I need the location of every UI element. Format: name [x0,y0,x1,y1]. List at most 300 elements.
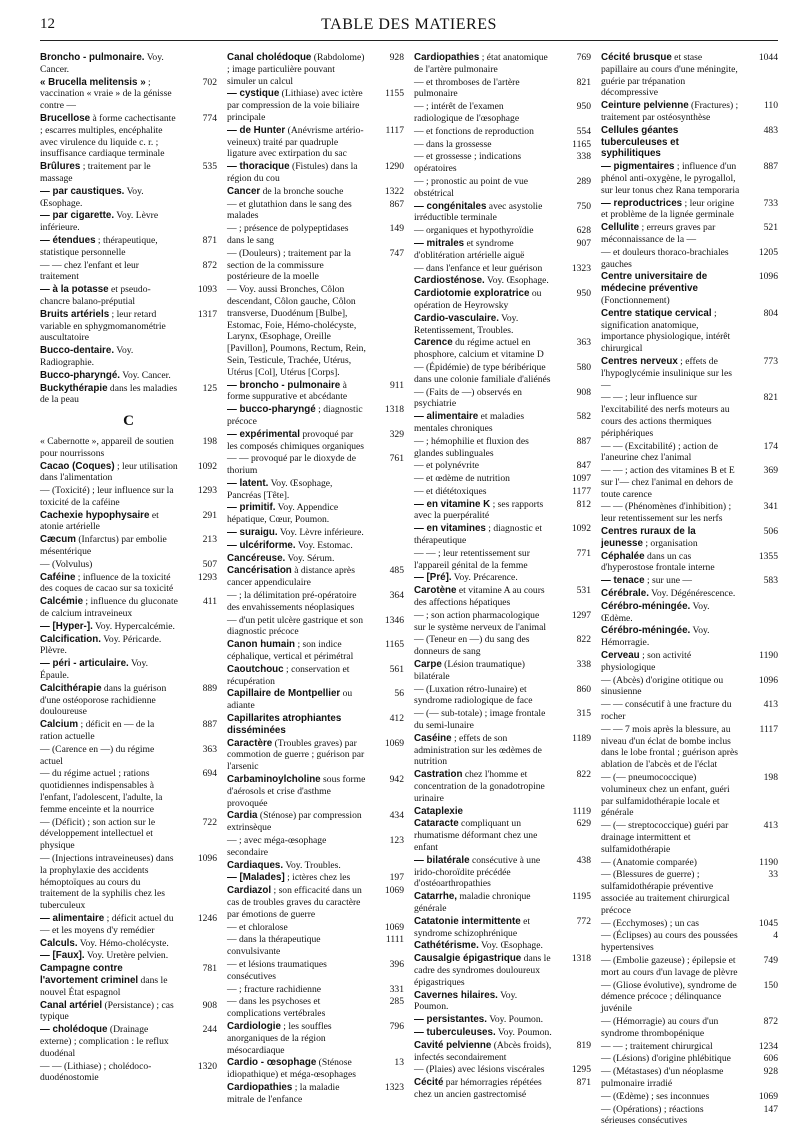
index-entry [227,810,404,834]
index-entry-body [601,625,740,649]
index-entry [40,436,217,460]
index-entry-text: — et grossesse ; indications opératoires [414,151,522,175]
index-entry [414,916,591,940]
index-entry-body [601,392,740,439]
index-entry-page-number: 942 [389,774,404,786]
index-entry [40,210,217,234]
index-entry-text: — ; intérêt de l'examen radiologique de l'œsophage [414,101,520,124]
index-entry-page-number: 289 [576,175,591,187]
index-entry-text: — (Blessures de guerre) ; sulfamidothérapie préventive associée au traitement chirurgical précoce [601,869,730,916]
index-entry-page-number: 285 [389,996,404,1008]
index-entry-heading: — par cigarette. [40,210,115,222]
index-entry-heading: Bucco-pharyngé. [40,369,121,381]
index-entry-text: — (Douleurs) ; traitement par la section de la commissure postérieure de la moelle [227,247,351,283]
index-column-1 [40,52,217,1084]
index-entry-text: ou adiante [227,688,353,712]
index-entry-text: ; son indice céphalique, vertical et périmétral [227,639,354,663]
index-entry-page-number: 1323 [571,262,591,274]
index-entry-page-number: 1297 [571,609,591,621]
index-entry [227,984,404,996]
page-number: 12 [40,16,55,32]
index-entry-heading: Cardio-vasculaire. [414,312,499,324]
index-entry-text: ; les souffles anorganiques de la région mésocardiaque [227,1020,332,1056]
index-entry-text: ; influence de la toxicité des coques de cacao sur sa toxicité [40,571,174,595]
index-entry-text: Voy. Épaule. [40,658,149,682]
index-entry-heading: Cancérisation [227,565,292,577]
index-entry-page-number: 338 [576,151,591,163]
index-entry [414,585,591,609]
index-entry [414,1064,591,1076]
index-entry-body [40,719,179,743]
index-entry [414,855,591,890]
index-entry-page-number: 580 [576,361,591,373]
index-entry-text: consécutive à une irido-choroïdite précédée d'ostéoarthropathies [414,854,541,890]
index-entry-body [601,501,740,525]
index-entry-heading: Cellules géantes tuberculeuses et syphilitiques [601,124,679,160]
index-entry-text: — (Abcès) d'origine otitique ou sinusienne [601,674,724,698]
index-entry [414,990,591,1014]
index-entry [601,441,778,465]
index-entry [40,963,217,998]
index-entry [227,404,404,428]
index-entry [40,235,217,259]
index-entry-text: — et chloralose [227,921,288,933]
index-entry-page-number: 1320 [197,1060,217,1072]
index-entry-text: — ; fracture rachidienne [227,983,322,995]
index-entry-body [414,499,553,523]
index-entry-body [227,1021,366,1056]
index-entry-page-number: 369 [763,465,778,477]
index-entry-heading: « Brucella melitensis » [40,76,146,88]
index-entry-text: — (Hémorragie) au cours d'un syndrome thrombopénique [601,1015,719,1039]
index-entry [227,161,404,185]
index-entry-body [601,1041,740,1053]
index-entry [227,553,404,565]
index-entry-body [40,383,179,407]
index-entry-page-number: 908 [576,386,591,398]
index-entry-body [414,818,553,853]
index-entry-body [227,125,366,160]
index-entry [414,337,591,361]
index-entry-body [227,664,366,688]
index-entry-page-number: 1293 [197,485,217,497]
index-entry [414,548,591,572]
index-entry [414,201,591,225]
index-entry [414,953,591,988]
index-entry-page-number: 1318 [571,953,591,965]
index-entry [40,260,217,284]
index-entry-heading: — persistantes. [414,1014,487,1026]
index-entry [414,1040,591,1064]
index-entry [227,664,404,688]
index-entry [601,625,778,649]
index-entry-text: — — provoqué par le dioxyde de thorium [227,453,356,477]
index-entry [40,383,217,407]
index-entry-body [414,891,553,915]
index-entry-page-number: 733 [763,197,778,209]
index-entry-page-number: 773 [763,355,778,367]
index-entry-heading: — cystique [227,88,280,100]
index-entry-body [227,478,366,502]
index-entry [414,1077,591,1101]
index-entry [601,601,778,625]
index-entry-page-number: 582 [576,411,591,423]
index-entry-body [414,585,553,609]
index-entry-page-number: 771 [576,547,591,559]
index-entry-text: ; son efficacité dans un cas de troubles graves du caractère par émotions de guerre [227,885,362,920]
index-entry-heading: — péri - articulaire. [40,658,129,670]
index-entry [227,1021,404,1056]
index-entry [601,1041,778,1053]
index-entry-body [40,77,179,112]
index-entry-body [40,744,179,768]
index-entry-body [227,885,366,920]
index-entry [414,634,591,658]
index-entry-body [601,675,740,699]
index-entry-page-number: 887 [763,161,778,173]
index-entry-text: Voy. Hémorragie. [601,625,710,649]
index-entry [601,356,778,391]
index-entry-text: (Anévrisme artério-veineux) traité par quadruple ligature avec extirpation du sac [227,124,364,160]
index-entry-body [601,526,740,550]
index-entry-text: Voy. Appendice hépatique, Cœur, Poumon. [227,502,339,526]
index-entry [227,688,404,712]
index-entry-page-number: 363 [202,743,217,755]
index-entry-page-number: 1044 [758,52,778,63]
index-entry-heading: — de Hunter [227,124,286,136]
index-entry-text: du régime actuel en phosphore, calcium et vitamine D [414,337,544,361]
index-entry-body [227,223,366,247]
index-entry-heading: Canal cholédoque [227,52,312,63]
index-entry-body [601,1053,740,1065]
index-entry-body [414,139,553,151]
index-entry [601,125,778,160]
index-entry-page-number: 149 [389,223,404,235]
index-entry-body [414,225,553,237]
index-entry [40,1061,217,1085]
index-entry-heading: Canon humain [227,639,296,651]
index-entry-text: Voy. Œsophage. [478,940,543,952]
index-entry-heading: — cholédoque [40,1024,108,1036]
index-entry-text: Voy. Poumon. [414,989,518,1013]
index-entry [40,309,217,344]
index-entry [227,615,404,639]
index-entry-body [414,411,553,435]
index-entry-page-number: 521 [763,222,778,234]
index-entry-page-number: 434 [389,810,404,822]
index-entry-body [40,683,179,718]
index-entry-text: ; diagnostic précoce [227,404,363,427]
index-entry-page-number: 1069 [384,885,404,897]
index-entry-body [414,1077,553,1101]
index-entry-body [40,1024,179,1059]
index-entry-body [227,527,366,539]
index-entry [414,523,591,547]
index-entry-text: — et diététoxiques [414,485,487,497]
index-entry-body [601,1091,740,1103]
index-entry-body [601,465,740,500]
index-entry [414,225,591,237]
index-entry-body [40,534,179,558]
index-entry-text: — ; hémophilie et fluxion des glandes sublinguales [414,435,529,459]
index-entry-page-number: 821 [763,392,778,404]
index-entry [40,510,217,534]
index-entry-heading: Catatonie intermittente [414,915,521,927]
index-entry-text: ; thérapeutique, statistique personnelle [40,234,158,258]
index-entry-page-number: 583 [763,575,778,587]
index-entry-body [414,473,553,485]
index-entry-page-number: 722 [202,816,217,828]
index-entry-text: — et œdème de nutrition [414,473,510,485]
index-entry-heading: Catarrhe, [414,891,458,903]
index-entry-page-number: 125 [202,382,217,394]
index-entry-text: — (— sub-totale) ; image frontale du semi-lunaire [414,708,546,732]
index-entry-text: ; influence du gluconate de calcium intraveineux [40,596,178,620]
index-entry-page-number: 174 [763,440,778,452]
index-entry-page-number: 561 [389,663,404,675]
index-entry-body [601,222,740,246]
index-entry [601,857,778,869]
index-entry [227,284,404,378]
index-entry [227,590,404,614]
index-entry-page-number: 911 [389,379,404,391]
index-entry-heading: Cardia [227,810,258,822]
index-entry-page-number: 338 [576,659,591,671]
index-entry-text: provoqué par les composés chimiques organiques [227,428,365,452]
index-entry-heading: — latent. [227,477,269,489]
index-entry-heading: Brûlures [40,161,81,173]
index-entry [40,768,217,815]
index-entry-page-number: 291 [202,509,217,521]
index-entry-text: Voy. Lèvre inférieure. [277,527,364,539]
index-entry-body [601,100,740,124]
index-entry-body [227,380,366,404]
index-entry-body [227,161,366,185]
index-entry-body [414,460,553,472]
index-entry-heading: Centres nerveux [601,355,678,367]
index-entry-page-number: 750 [576,200,591,212]
index-entry-page-number: 889 [202,682,217,694]
index-entry-text: ; leur origine et problème de la lignée germinale [601,197,735,221]
index-entry-text: chez l'homme et concentration de la gonadotropine urinaire [414,769,545,804]
index-entry-body [227,872,366,884]
index-entry-heading: Cerveau [601,650,640,662]
index-entry [40,113,217,160]
index-entry-body [414,126,553,138]
index-entry-text: — dans la thérapeutique convulsivante [227,934,321,958]
index-entry-text: — — consécutif à une fracture du rocher [601,699,732,723]
index-entry-text: sous forme d'aérosols et crise d'asthme provoquée [227,774,366,809]
index-entry-heading: Capillaire de Montpellier [227,688,341,700]
index-entry-body [40,309,179,344]
index-entry-page-number: 1092 [571,523,591,535]
index-entry-heading: Castration [414,769,463,781]
index-entry-text: — ; pronostic au point de vue obstétrical [414,175,529,199]
index-entry-body [414,436,553,460]
index-entry-body [414,1040,553,1064]
index-entry-body [40,485,179,509]
index-entry-text: — (— pneumococcique) volumineux chez un enfant, guéri par sulfamidothérapie locale et générale [601,772,730,819]
index-entry-page-number: 907 [576,237,591,249]
index-entry-heading: Carpe [414,659,442,671]
index-entry-heading: Buckythérapie [40,382,108,394]
index-entry-body [414,52,553,76]
index-entry-page-number: 1323 [384,1081,404,1093]
index-entry-text: ; erreurs graves par méconnaissance de la — [601,222,716,245]
index-entry-body [601,601,740,625]
index-entry-text: et syndrome d'oblitération artérielle aiguë [414,237,525,261]
index-entry-text: — (Embolie gazeuse) ; épilepsie et mort au cours d'un lavage de plèvre [601,954,738,978]
index-entry [601,588,778,600]
index-entry-page-number: 871 [576,1077,591,1089]
index-entry-heading: Centres ruraux de la jeunesse [601,526,696,549]
index-entry-body [414,176,553,200]
index-entry [227,502,404,526]
index-entry-heading: Cacao (Coques) [40,460,115,472]
index-entry-text: — Voy. aussi Bronches, Côlon descendant, Côlon gauche, Côlon transverse, Duodénum [Bulbe], Estomac, Foie, Hémo-cholécyste, Larynx, Œsophage, Oreille [Pavillon], Poumons, Rectum, Rein, Sein, Testicule, Trachée, Utérus, Utérus [Col], Utérus [Corps]. [227,284,366,378]
index-entry-heading: Cérébrale. [601,588,649,600]
index-entry-page-number: 150 [763,979,778,991]
index-entry-body [414,548,553,572]
index-entry-page-number: 413 [763,820,778,832]
index-entry [601,1066,778,1090]
index-entry-page-number: 1165 [572,138,591,150]
index-entry-heading: — pigmentaires [601,161,675,173]
index-entry-heading: Carbaminoylcholine [227,774,321,786]
index-entry [40,1024,217,1059]
index-entry-page-number: 1246 [197,912,217,924]
index-entry-page-number: 1355 [758,550,778,562]
index-entry-page-number: 821 [576,76,591,88]
index-entry [414,806,591,818]
index-entry [227,922,404,934]
index-entry-body [414,1014,553,1026]
index-entry-body [414,362,553,386]
index-entry-page-number: 822 [576,634,591,646]
index-entry-body [227,88,366,123]
index-entry [414,891,591,915]
index-entry-body [40,559,179,571]
index-entry-text: — dans la grossesse [414,138,492,150]
index-entry-body [414,387,553,411]
index-entry-body [601,588,740,600]
index-entry-heading: Calcémie [40,596,84,608]
index-entry [601,772,778,819]
index-entry-body [601,52,740,99]
index-entry-heading: Broncho - pulmonaire. [40,52,145,63]
index-entry [601,575,778,587]
index-entry-page-number: 887 [202,719,217,731]
index-entry [414,176,591,200]
index-entry-text: ; conservation et récupération [227,663,350,687]
index-entry-heading: Centre statique cervical [601,307,712,319]
index-entry-heading: Cardiazol [227,885,272,897]
index-entry-page-number: 198 [763,772,778,784]
page-title: TABLE DES MATIERES [321,16,497,33]
index-entry-text: Voy. Radiographie. [40,345,134,368]
index-entry-page-number: 950 [576,101,591,113]
index-entry-text: — et thromboses de l'artère pulmonaire [414,76,520,100]
index-entry-heading: — reproductrices [601,197,683,209]
index-entry-page-number: 1322 [384,185,404,197]
index-entry-heading: Carotène [414,585,457,597]
index-entry [414,387,591,411]
index-entry-page-number: 1119 [572,805,591,817]
index-entry-page-number: 749 [763,954,778,966]
index-entry-text: (Fonctionnement) [601,294,670,306]
index-entry-body [227,1082,366,1106]
index-entry-page-number: 197 [389,872,404,884]
index-entry [227,860,404,872]
index-entry-heading: Calcium [40,719,79,731]
index-entry [601,1091,778,1103]
index-entry-body [601,1104,740,1127]
index-entry-body [227,404,366,428]
index-entry-body [40,950,179,962]
index-entry [414,238,591,262]
index-entry-body [414,733,553,768]
index-entry [601,1053,778,1065]
index-entry-page-number: 822 [576,769,591,781]
index-entry [40,77,217,112]
index-entry-text: à distance après cancer appendiculaire [227,565,355,589]
index-entry-text: (Sténose) par compression extrinsèque [227,810,362,834]
index-entry [227,453,404,477]
index-entry-body [40,572,179,596]
index-entry-text: dans un cas d'hyperostose frontale interne [601,550,715,574]
index-entry-body [414,610,553,634]
index-entry-text: Voy. Estomac. [295,539,353,551]
index-entry-text: — (Toxicité) ; leur influence sur la toxicité de la caféine [40,485,174,508]
index-entry-body [227,860,366,872]
index-entry-text: — (Opérations) ; réactions sérieuses consécutives [601,1103,704,1127]
index-entry [227,565,404,589]
index-entry [227,186,404,198]
index-entry-text: — et lésions traumatiques consécutives [227,958,327,982]
index-entry-text: ; leur utilisation dans l'alimentation [40,460,178,484]
index-entry-text: et pseudo-chancre balano-préputial [40,284,151,307]
index-entry-body [40,634,179,658]
index-entry-page-number: 804 [763,307,778,319]
index-entry-page-number: 1096 [758,271,778,283]
index-entry-heading: Cellulite [601,222,640,234]
index-entry-text: — — (Phénomènes d'inhibition) ; leur retentissement sur les nerfs [601,501,732,525]
index-entry-body [227,996,366,1020]
index-entry [227,885,404,920]
index-entry-text: — dans l'enfance et leur guérison [414,262,543,274]
index-entry-text: — (Luxation rétro-lunaire) et syndrome radiologique de face [414,683,533,707]
index-entry-heading: Cardiosténose. [414,275,485,287]
index-entry-body [414,275,553,287]
index-entry-text: ; diagnostic et thérapeutique [414,523,543,547]
index-entry-body [414,855,553,890]
index-entry-body [601,551,740,575]
index-entry [40,621,217,633]
index-entry-page-number: 13 [394,1057,404,1069]
index-entry [601,271,778,306]
index-entry-body [601,161,740,196]
index-entry [227,199,404,223]
index-entry-body [601,699,740,723]
index-entry-heading: Cardiotomie exploratrice [414,288,530,300]
index-entry-page-number: 1096 [197,853,217,864]
index-entry-page-number: 1111 [385,934,404,946]
index-entry-page-number: 123 [389,835,404,846]
index-entry-heading: — en vitamine K [414,498,491,510]
index-entry [227,429,404,453]
index-entry-text: (Infarctus) par embolie mésentérique [40,534,167,558]
index-entry-page-number: 1293 [197,571,217,583]
